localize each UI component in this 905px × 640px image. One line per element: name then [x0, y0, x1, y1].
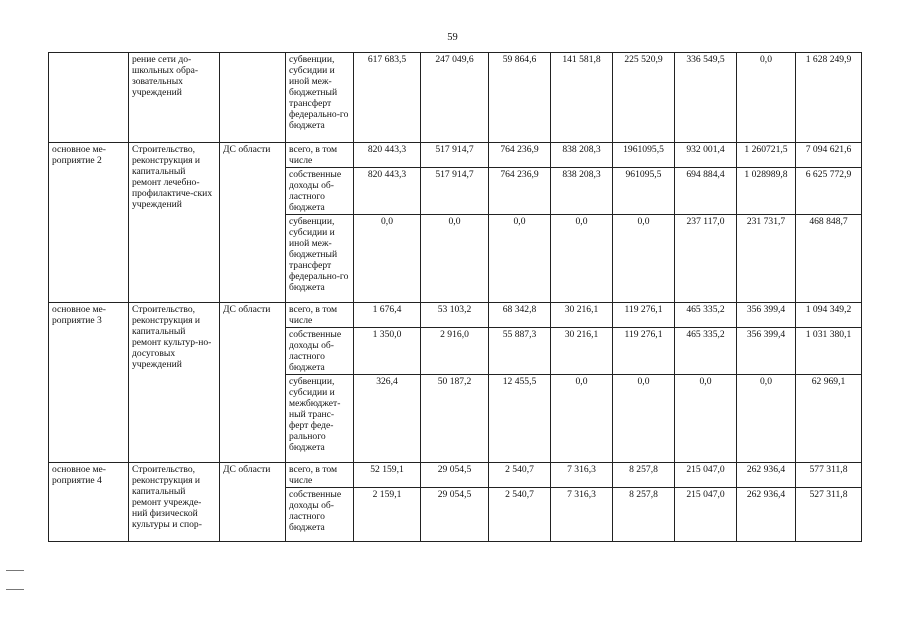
value-cell: 53 103,2	[421, 303, 489, 328]
name-cell: Строительство, реконструкция и капитальный ремонт учрежде-ний физической культуры и спор-	[129, 463, 220, 542]
value-cell: 8 257,8	[613, 463, 675, 488]
value-cell: 231 731,7	[737, 215, 796, 303]
value-cell: 1 094 349,2	[796, 303, 862, 328]
value-cell: 6 625 772,9	[796, 168, 862, 215]
value-cell: 0,0	[354, 215, 421, 303]
measure-cell: основное ме-роприятие 2	[49, 143, 129, 303]
table-row	[49, 143, 862, 168]
value-cell: 50 187,2	[421, 375, 489, 463]
source-cell: собственные доходы об-ластного бюджета	[286, 328, 354, 375]
value-cell: 7 316,3	[551, 488, 613, 542]
value-cell: 2 916,0	[421, 328, 489, 375]
source-cell: субвенции, субсидии и иной меж-бюджетный трансферт федерально-го бюджета	[286, 215, 354, 303]
measure-cell: основное ме-роприятие 3	[49, 303, 129, 463]
value-cell: 62 969,1	[796, 375, 862, 463]
value-cell: 225 520,9	[613, 53, 675, 143]
source-cell: всего, в том числе	[286, 303, 354, 328]
value-cell: 0,0	[551, 215, 613, 303]
source-cell: всего, в том числе	[286, 143, 354, 168]
value-cell: 0,0	[421, 215, 489, 303]
name-cell: Строительство, реконструкция и капитальный ремонт культур-но-досуговых учреждений	[129, 303, 220, 463]
table-body	[49, 53, 862, 542]
value-cell: 30 216,1	[551, 328, 613, 375]
value-cell: 1 350,0	[354, 328, 421, 375]
value-cell: 838 208,3	[551, 143, 613, 168]
name-cell: рение сети до-школьных обра-зовательных учреждений	[129, 53, 220, 143]
source-cell: субвенции, субсидии и межбюджет-ный транс-ферт феде-рального бюджета	[286, 375, 354, 463]
value-cell: 617 683,5	[354, 53, 421, 143]
source-cell: всего, в том числе	[286, 463, 354, 488]
value-cell: 1 260721,5	[737, 143, 796, 168]
value-cell: 1 676,4	[354, 303, 421, 328]
value-cell: 932 001,4	[675, 143, 737, 168]
value-cell: 119 276,1	[613, 328, 675, 375]
table-row	[49, 463, 862, 488]
value-cell: 119 276,1	[613, 303, 675, 328]
value-cell: 336 549,5	[675, 53, 737, 143]
value-cell: 247 049,6	[421, 53, 489, 143]
source-cell: собственные доходы об-ластного бюджета	[286, 488, 354, 542]
value-cell: 262 936,4	[737, 463, 796, 488]
value-cell: 7 316,3	[551, 463, 613, 488]
value-cell: 0,0	[737, 375, 796, 463]
value-cell: 12 455,5	[489, 375, 551, 463]
value-cell: 820 443,3	[354, 143, 421, 168]
value-cell: 961095,5	[613, 168, 675, 215]
value-cell: 0,0	[675, 375, 737, 463]
value-cell: 356 399,4	[737, 303, 796, 328]
value-cell: 0,0	[613, 375, 675, 463]
executor-cell: ДС области	[220, 303, 286, 463]
value-cell: 1 031 380,1	[796, 328, 862, 375]
value-cell: 237 117,0	[675, 215, 737, 303]
value-cell: 55 887,3	[489, 328, 551, 375]
value-cell: 0,0	[613, 215, 675, 303]
table-row	[49, 303, 862, 328]
value-cell: 29 054,5	[421, 488, 489, 542]
value-cell: 141 581,8	[551, 53, 613, 143]
value-cell: 8 257,8	[613, 488, 675, 542]
value-cell: 468 848,7	[796, 215, 862, 303]
value-cell: 262 936,4	[737, 488, 796, 542]
value-cell: 30 216,1	[551, 303, 613, 328]
value-cell: 0,0	[489, 215, 551, 303]
value-cell: 838 208,3	[551, 168, 613, 215]
value-cell: 764 236,9	[489, 143, 551, 168]
value-cell: 517 914,7	[421, 143, 489, 168]
value-cell: 2 159,1	[354, 488, 421, 542]
value-cell: 52 159,1	[354, 463, 421, 488]
table-row	[49, 53, 862, 143]
margin-marks	[6, 570, 24, 608]
value-cell: 577 311,8	[796, 463, 862, 488]
value-cell: 356 399,4	[737, 328, 796, 375]
value-cell: 215 047,0	[675, 463, 737, 488]
value-cell: 2 540,7	[489, 463, 551, 488]
value-cell: 517 914,7	[421, 168, 489, 215]
value-cell: 2 540,7	[489, 488, 551, 542]
value-cell: 7 094 621,6	[796, 143, 862, 168]
value-cell: 527 311,8	[796, 488, 862, 542]
page-number: 59	[447, 32, 458, 43]
measure-cell: основное ме-роприятие 4	[49, 463, 129, 542]
value-cell: 1 628 249,9	[796, 53, 862, 143]
value-cell: 764 236,9	[489, 168, 551, 215]
value-cell: 694 884,4	[675, 168, 737, 215]
value-cell: 215 047,0	[675, 488, 737, 542]
value-cell: 0,0	[737, 53, 796, 143]
value-cell: 59 864,6	[489, 53, 551, 143]
name-cell: Строительство, реконструкция и капитальный ремонт лечебно-профилактиче-ских учреждений	[129, 143, 220, 303]
executor-cell	[220, 53, 286, 143]
source-cell: собственные доходы об-ластного бюджета	[286, 168, 354, 215]
source-cell: субвенции, субсидии и иной меж-бюджетный трансферт федерально-го бюджета	[286, 53, 354, 143]
value-cell: 0,0	[551, 375, 613, 463]
value-cell: 68 342,8	[489, 303, 551, 328]
executor-cell: ДС области	[220, 463, 286, 542]
value-cell: 820 443,3	[354, 168, 421, 215]
value-cell: 465 335,2	[675, 328, 737, 375]
executor-cell: ДС области	[220, 143, 286, 303]
value-cell: 29 054,5	[421, 463, 489, 488]
value-cell: 1961095,5	[613, 143, 675, 168]
value-cell: 1 028989,8	[737, 168, 796, 215]
value-cell: 465 335,2	[675, 303, 737, 328]
measure-cell	[49, 53, 129, 143]
value-cell: 326,4	[354, 375, 421, 463]
budget-table	[48, 52, 862, 542]
